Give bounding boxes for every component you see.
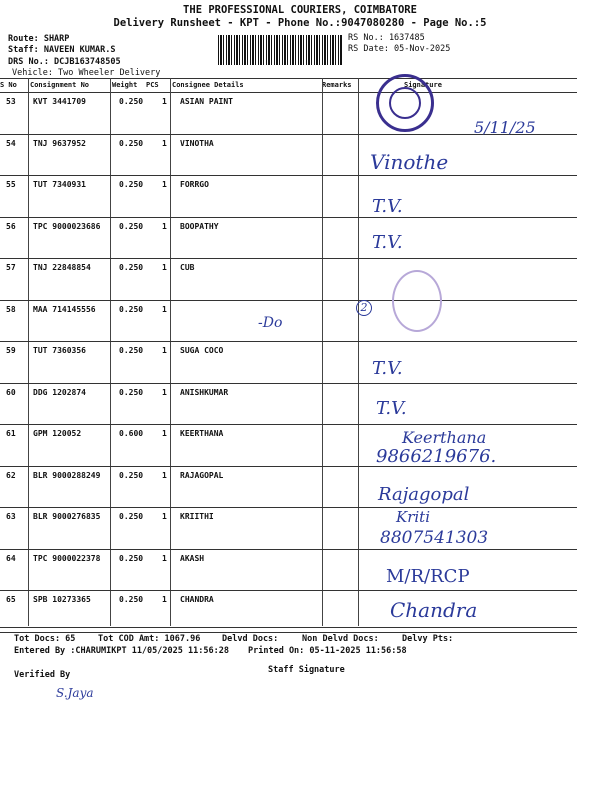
row-consignment-no: SPB 10273365 [33,595,91,604]
col-consignment: Consignment No [30,81,90,89]
row-consignment-no: TPC 9000022378 [33,553,101,563]
total-docs: Tot Docs: 65 [14,634,76,644]
row-weight: 0.600 [119,429,144,438]
row-consignment-no: BLR 9000288249 [33,470,101,480]
row-separator [0,424,577,425]
row-weight: 0.250 [119,387,144,397]
col-divider [322,78,323,626]
row-weight: 0.250 [119,138,144,148]
row-pcs: 1 [162,97,167,106]
row-separator [0,383,577,384]
col-consignee: Consignee Details [172,81,244,89]
col-pcs: PCS [146,81,159,89]
row-consignee: KEERTHANA [180,429,224,438]
handwritten-date: 5/11/25 [474,118,536,137]
row-separator [0,632,577,633]
verified-by-label: Verified By [14,670,71,680]
footer-rule [0,627,577,628]
handwritten-signature: T.V. [372,196,403,217]
row-consignee: SUGA COCO [180,346,224,355]
row-separator [0,217,577,218]
handwritten-signature: Keerthana [402,428,487,447]
row-consignment-no: MAA 714145556 [33,304,96,314]
row-pcs: 1 [162,553,167,563]
row-weight: 0.250 [119,97,144,106]
row-separator [0,300,577,301]
row-weight: 0.250 [119,180,144,189]
faded-stamp [392,270,442,332]
row-separator [0,507,577,508]
handwritten-signature: T.V. [372,232,403,253]
handwritten-mark: 2 [356,300,372,316]
handwritten-remark: -Do [258,315,283,331]
row-weight: 0.250 [119,553,144,563]
row-consignee: RAJAGOPAL [180,470,224,480]
row-sno: 54 [6,138,16,148]
row-pcs: 1 [162,346,167,355]
handwritten-signature: T.V. [376,398,407,419]
handwritten-signature: Vinothe [370,150,449,174]
row-separator [0,258,577,259]
col-divider [28,78,29,626]
row-consignee: VINOTHA [180,138,214,148]
rs-number: RS No.: 1637485 [348,33,425,43]
row-weight: 0.250 [119,512,144,521]
row-pcs: 1 [162,138,167,148]
col-remarks: Remarks [322,81,352,89]
row-sno: 53 [6,97,16,106]
row-consignee: ASIAN PAINT [180,97,233,106]
row-weight: 0.250 [119,595,144,604]
row-consignment-no: KVT 3441709 [33,97,86,106]
row-separator [0,590,577,591]
col-weight: Weight [112,81,138,89]
row-consignment-no: TNJ 9637952 [33,138,86,148]
row-sno: 55 [6,180,16,189]
row-sno: 65 [6,595,16,604]
handwritten-signature: Chandra [390,598,478,622]
row-consignment-no: TUT 7340931 [33,180,86,189]
non-delivered-docs: Non Delvd Docs: [302,634,379,644]
row-pcs: 1 [162,387,167,397]
row-pcs: 1 [162,221,167,231]
header-top-rule [0,78,577,79]
row-weight: 0.250 [119,304,144,314]
delivered-docs: Delvd Docs: [222,634,279,644]
row-consignment-no: GPM 120052 [33,429,82,438]
row-consignment-no: TUT 7360356 [33,346,86,355]
row-sno: 57 [6,263,16,272]
handwritten-signature: T.V. [372,358,403,379]
row-pcs: 1 [162,304,167,314]
row-sno: 64 [6,553,16,563]
row-weight: 0.250 [119,470,144,480]
row-consignment-no: BLR 9000276835 [33,512,101,521]
row-consignee: AKASH [180,553,205,563]
row-consignee: ANISHKUMAR [180,387,229,397]
row-pcs: 1 [162,263,167,272]
row-pcs: 1 [162,595,167,604]
col-divider [170,78,171,626]
staff-label: Staff: NAVEEN KUMAR.S [8,45,116,55]
header-bottom-rule [0,92,577,93]
row-separator [0,341,577,342]
row-pcs: 1 [162,180,167,189]
rs-date: RS Date: 05-Nov-2025 [348,44,451,54]
row-weight: 0.250 [119,263,144,272]
handwritten-phone: 8807541303 [380,528,489,548]
delivery-points: Delvy Pts: [402,634,454,644]
row-pcs: 1 [162,429,167,438]
row-pcs: 1 [162,512,167,521]
route-label: Route: SHARP [8,34,70,44]
runsheet-subtitle: Delivery Runsheet - KPT - Phone No.:9047080280 - Page No.:5 [113,17,487,29]
entered-by: Entered By :CHARUMIKPT 11/05/2025 11:56:28 [14,646,229,656]
row-sno: 62 [6,470,16,480]
row-weight: 0.250 [119,221,144,231]
row-consignee: CHANDRA [180,595,214,604]
row-consignee: CUB [180,263,195,272]
total-cod: Tot COD Amt: 1067.96 [98,634,201,644]
verifier-signature: S.Jaya [56,686,94,700]
col-signature: Signature [404,81,442,89]
row-sno: 58 [6,304,16,314]
col-divider [110,78,111,626]
row-pcs: 1 [162,470,167,480]
row-sno: 60 [6,387,16,397]
handwritten-remark: M/R/RCP [386,566,470,587]
company-title: THE PROFESSIONAL COURIERS, COIMBATORE [183,4,417,16]
barcode-image [218,35,342,65]
row-consignment-no: DDG 1202874 [33,387,86,397]
row-sno: 59 [6,346,16,355]
row-consignment-no: TPC 9000023686 [33,221,101,231]
row-consignee: KRIITHI [180,512,214,521]
row-consignee: BOOPATHY [180,221,219,231]
row-sno: 63 [6,512,16,521]
handwritten-signature: Kriti [396,508,430,526]
row-separator [0,549,577,550]
staff-signature-label: Staff Signature [268,665,345,675]
company-stamp [376,74,434,132]
drs-label: DRS No.: DCJB163748505 [8,57,121,67]
row-consignment-no: TNJ 22848854 [33,263,91,272]
handwritten-phone: 9866219676. [376,446,497,467]
row-weight: 0.250 [119,346,144,355]
printed-on: Printed On: 05-11-2025 11:56:58 [248,646,407,656]
col-sno: S No [0,81,17,89]
handwritten-signature: Rajagopal [378,484,470,505]
row-sno: 61 [6,429,16,438]
vehicle-label: Vehicle: Two Wheeler Delivery [12,68,161,78]
row-separator [0,175,577,176]
row-sno: 56 [6,221,16,231]
row-consignee: FORRGO [180,180,209,189]
col-divider [358,78,359,626]
